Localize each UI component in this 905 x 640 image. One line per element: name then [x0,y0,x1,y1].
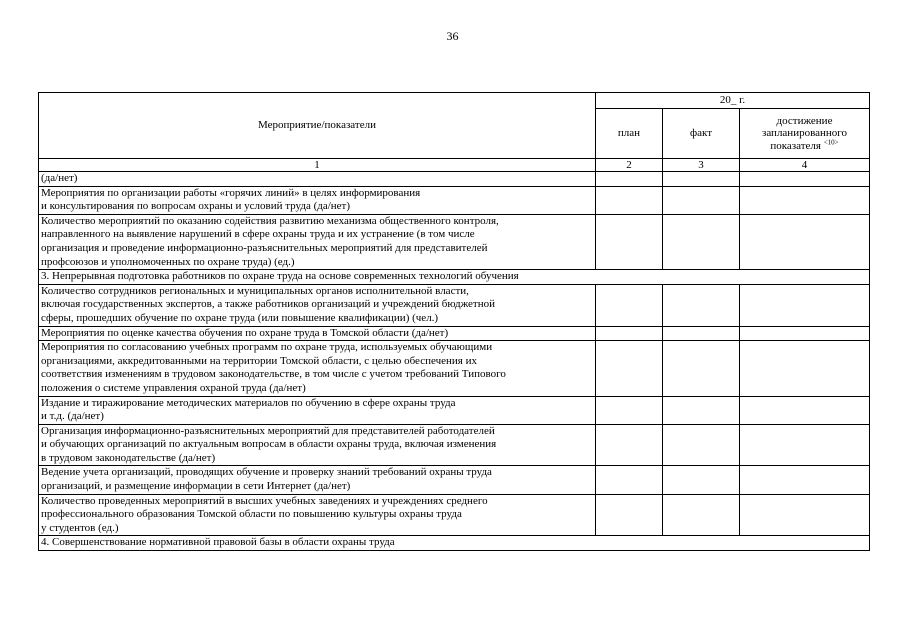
fact-cell [663,326,740,341]
achievement-cell [740,341,870,396]
table-row [39,172,870,187]
fact-cell [663,214,740,269]
achievement-cell [740,284,870,326]
fact-cell [663,494,740,536]
table-row [39,326,870,341]
text-line: и т.д. (да/нет) [41,410,104,423]
plan-cell [596,284,663,326]
fact-cell [663,341,740,396]
text-line: профсоюзов и уполномоченных по охране труда) (ед.) [41,255,295,268]
achievement-cell [740,424,870,466]
text-line: в трудовом законодательстве (да/нет) [41,451,216,464]
year-header: 20_ г. [596,93,870,109]
text-line: 4. Совершенствование нормативной правовой базы в области охраны труда [41,536,395,549]
fact-cell [663,396,740,424]
achievement-cell [740,396,870,424]
plan-cell [596,214,663,269]
column-number: 4 [740,159,870,172]
table-body [39,172,870,551]
text-line: Издание и тиражирование методических материалов по обучению в сфере охраны труда [41,396,456,409]
text-line: у студентов (ед.) [41,521,119,534]
section-row [39,536,870,551]
measure-cell [39,284,596,326]
table-row [39,186,870,214]
plan-cell [596,396,663,424]
fact-cell [663,284,740,326]
section-title [39,270,870,285]
plan-cell [596,466,663,494]
table-row [39,396,870,424]
achievement-cell [740,466,870,494]
text-line: Мероприятия по согласованию учебных программ по охране труда, используемых обучающими [41,341,493,354]
text-line: организациями, аккредитованными на территории Томской области, с целью обеспечения их [41,354,477,367]
achievement-cell [740,494,870,536]
text-line: и обучающих организаций по актуальным вопросам в области охраны труда, включая изменения [41,438,497,451]
plan-cell [596,326,663,341]
measure-cell [39,186,596,214]
text-line: Количество проведенных мероприятий в высших учебных заведениях и учреждениях среднего [41,494,488,507]
fact-cell [663,466,740,494]
achievement-cell [740,326,870,341]
column-number: 2 [596,159,663,172]
text-line: Количество сотрудников региональных и муниципальных органов исполнительной власти, [41,284,469,297]
column-number: 3 [663,159,740,172]
measure-cell [39,494,596,536]
fact-cell [663,172,740,187]
text-line: Мероприятия по организации работы «горячих линий» в целях информирования [41,186,421,199]
measure-cell [39,172,596,187]
fact-cell [663,424,740,466]
text-line: направленного на выявление нарушений в сфере охраны труда и их устранение (в том числе [41,228,475,241]
table-row [39,424,870,466]
plan-cell [596,172,663,187]
plan-cell [596,341,663,396]
text-line: 3. Непрерывная подготовка работников по охране труда на основе современных технологий обучения [41,270,519,283]
achievement-cell [740,214,870,269]
footnote-reference: <10> [823,138,839,147]
text-line: организация и проведение информационно-разъяснительных мероприятий для представителей [41,241,488,254]
achievement-cell [740,172,870,187]
measure-cell [39,326,596,341]
text-line: организаций, и размещение информации в сети Интернет (да/нет) [41,480,351,493]
text-line: Мероприятия по оценке качества обучения по охране труда в Томской области (да/нет) [41,326,449,339]
plan-cell [596,424,663,466]
measure-cell [39,214,596,269]
plan-column-header: план [596,109,663,159]
text-line: и консультирования по вопросам охраны и условий труда (да/нет) [41,200,351,213]
achievement-line: достижение [776,114,833,127]
plan-cell [596,494,663,536]
section-row [39,270,870,285]
text-line: положения о системе управления охраной труда (да/нет) [41,381,306,394]
page-number: 36 [446,29,459,43]
table-row [39,341,870,396]
achievement-line: запланированного [761,127,848,140]
achievement-line: показателя [770,139,821,152]
indicators-table [38,92,870,551]
fact-cell [663,186,740,214]
measure-column-header: Мероприятие/показатели [39,93,596,159]
measure-cell [39,466,596,494]
table-row [39,214,870,269]
table-row [39,494,870,536]
text-line: Ведение учета организаций, проводящих обучение и проверку знаний требований охраны труда [41,466,492,479]
measure-cell [39,424,596,466]
text-line: сферы, прошедших обучение по охране труда (или повышение квалификации) (чел.) [41,311,439,324]
table-row [39,284,870,326]
text-line: включая государственных экспертов, а также работников организаций и учреждений бюджетной [41,298,496,311]
text-line: (да/нет) [41,172,78,184]
text-line: Количество мероприятий по оказанию содействия развитию механизма общественного контроля, [41,214,499,227]
measure-cell [39,396,596,424]
plan-cell [596,186,663,214]
achievement-column-header [740,109,870,159]
text-line: профессионального образования Томской области по повышению культуры охраны труда [41,508,462,521]
measure-cell [39,341,596,396]
fact-column-header: факт [663,109,740,159]
table-row [39,466,870,494]
column-number: 1 [39,159,596,172]
text-line: соответствия изменениям в трудовом законодательстве, в том числе с учетом требований Типового [41,368,506,381]
text-line: Организация информационно-разъяснительных мероприятий для представителей работодателей [41,424,495,437]
achievement-cell [740,186,870,214]
section-title [39,536,870,551]
